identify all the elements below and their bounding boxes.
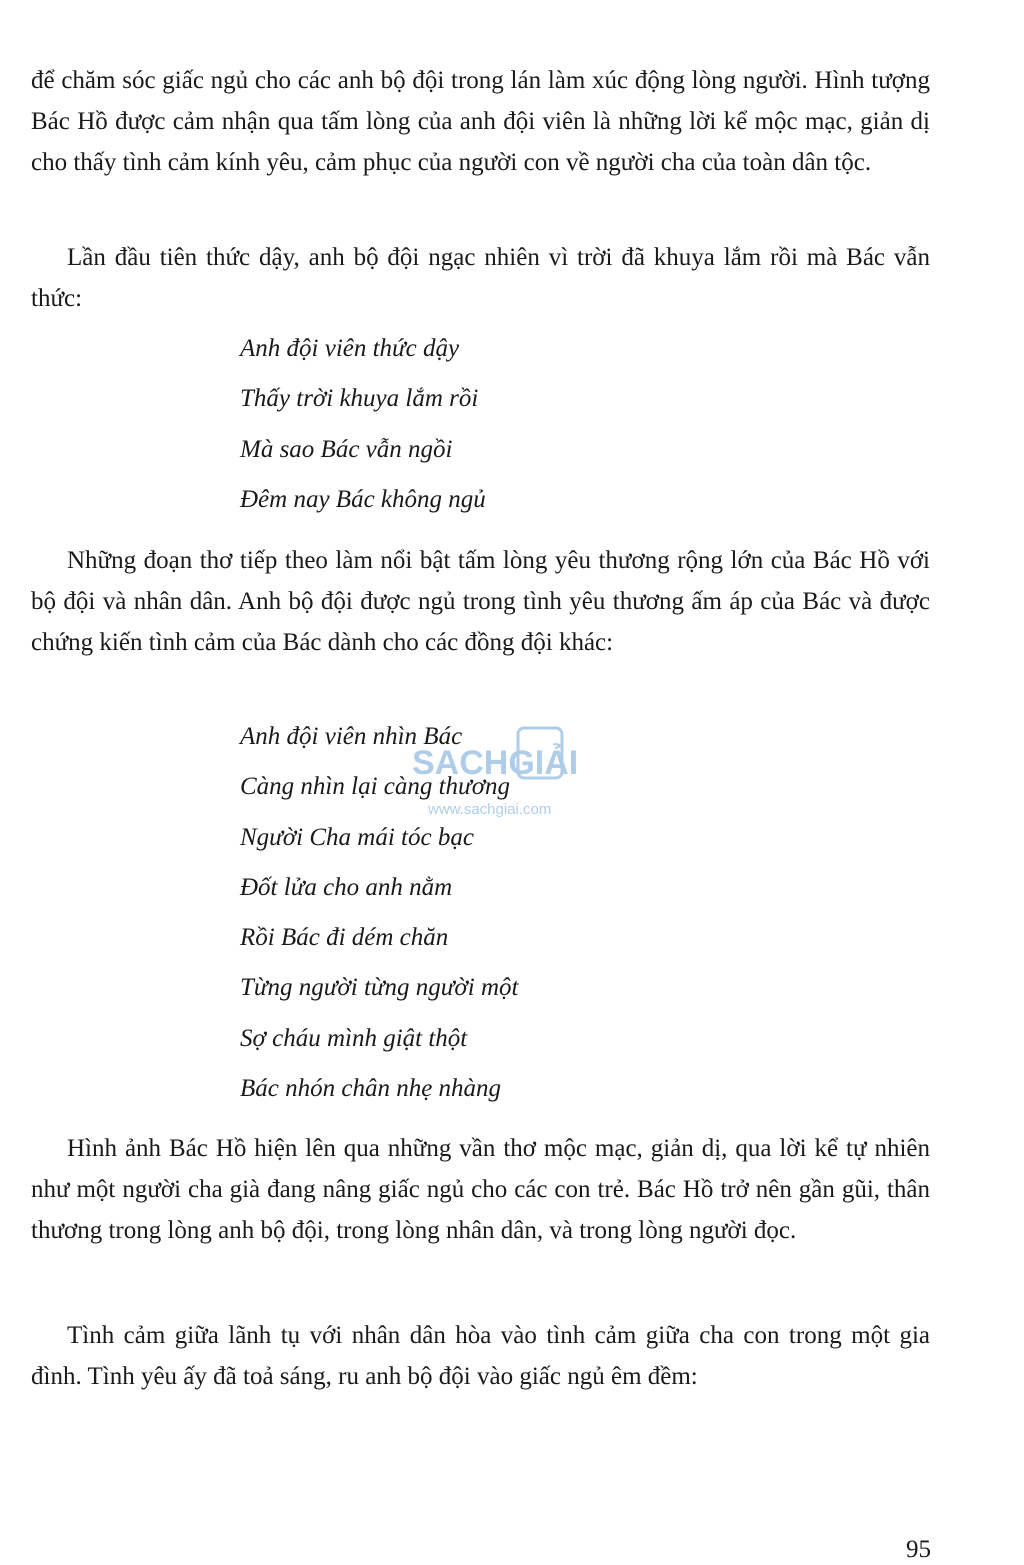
- poem-line: Người Cha mái tóc bạc: [240, 823, 474, 851]
- poem-line: Càng nhìn lại càng thương: [240, 773, 511, 801]
- watermark-brand: SACHGIẢI: [412, 744, 579, 782]
- poem-stanza-1: [240, 324, 486, 525]
- paragraph-intro: để chăm sóc giấc ngủ cho các anh bộ đội trong lán làm xúc động lòng người. Hình tượng Bác Hồ được cảm nhận qua tấm lòng của anh đội viên là những lời kể mộc mạc, giản dị cho thấy tình cảm kính yêu, cảm phục của người con về người cha của toàn dân tộc.: [31, 67, 930, 176]
- paragraph-first-wake: Lần đầu tiên thức dậy, anh bộ đội ngạc nhiên vì trời đã khuya lắm rồi mà Bác vẫn thức:: [31, 244, 930, 312]
- poem-line: Bác nhón chân nhẹ nhàng: [240, 1075, 502, 1103]
- watermark-url: www.sachgiai.com: [428, 801, 552, 818]
- poem-line: Đêm nay Bác không ngủ: [240, 485, 486, 513]
- poem-stanza-2: [240, 712, 518, 1114]
- page-number: 95: [906, 1536, 931, 1563]
- poem-line: Rồi Bác đi dém chăn: [240, 924, 449, 952]
- watermark-frame: [518, 728, 562, 778]
- poem-line: Anh đội viên nhìn Bác: [240, 723, 463, 750]
- paragraph-love: Những đoạn thơ tiếp theo làm nổi bật tấm lòng yêu thương rộng lớn của Bác Hồ với bộ đội và nhân dân. Anh bộ đội được ngủ trong tình yêu thương ấm áp của Bác và được chứng kiến tình cảm của Bác dành cho các đồng đội khác:: [31, 547, 930, 656]
- poem-line: Thấy trời khuya lắm rồi: [240, 385, 479, 413]
- paragraph-leader-people: Tình cảm giữa lãnh tụ với nhân dân hòa vào tình cảm giữa cha con trong một gia đình. Tình yêu ấy đã toả sáng, ru anh bộ đội vào giấc ngủ êm đềm:: [31, 1322, 930, 1390]
- poem-line: Sợ cháu mình giật thột: [240, 1024, 468, 1052]
- poem-line: Anh đội viên thức dậy: [240, 335, 460, 362]
- poem-line: Đốt lửa cho anh nằm: [240, 873, 453, 901]
- poem-line: Mà sao Bác vẫn ngồi: [240, 435, 453, 463]
- paragraph-image-of-uncle-ho: Hình ảnh Bác Hồ hiện lên qua những vần thơ mộc mạc, giản dị, qua lời kể tự nhiên như một người cha già đang nâng giấc ngủ cho các con trẻ. Bác Hồ trở nên gần gũi, thân thương trong lòng anh bộ đội, trong lòng nhân dân, và trong lòng người đọc.: [31, 1135, 930, 1244]
- poem-line: Từng người từng người một: [240, 974, 519, 1002]
